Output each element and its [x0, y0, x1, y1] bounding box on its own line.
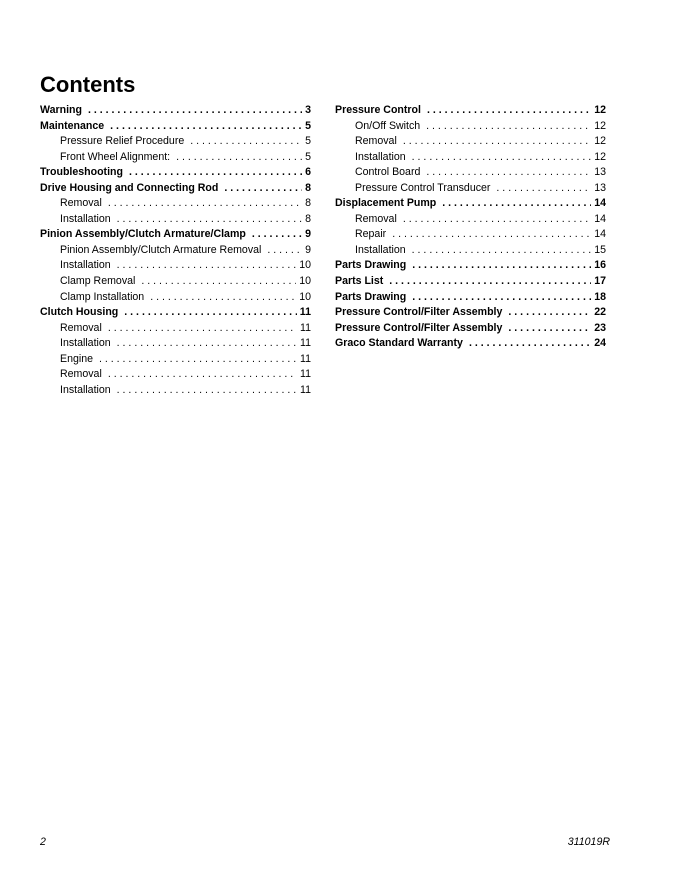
document-number: 311019R	[567, 836, 610, 848]
toc-dot-leader	[426, 166, 591, 178]
toc-entry-page: 5	[305, 150, 311, 163]
toc-entry-label: Clutch Housing	[40, 306, 119, 319]
toc-dot-leader	[99, 353, 297, 365]
toc-entry-page: 12	[594, 150, 606, 163]
toc-entry-page: 11	[300, 383, 311, 396]
toc-dot-leader	[427, 104, 591, 116]
toc-right-column	[335, 104, 606, 353]
toc-entry-label: Removal	[60, 368, 102, 381]
toc-dot-leader	[392, 228, 591, 240]
toc-entry-page: 12	[594, 135, 606, 148]
toc-section-entry[interactable]	[335, 306, 606, 322]
toc-entry-label: Removal	[355, 135, 397, 148]
toc-entry-page: 11	[300, 352, 311, 365]
toc-entry-label: Displacement Pump	[335, 197, 437, 210]
toc-entry-label: Clamp Removal	[60, 275, 136, 288]
toc-section-entry[interactable]	[335, 104, 606, 120]
toc-dot-leader	[403, 213, 591, 225]
toc-dot-leader	[117, 384, 297, 396]
toc-entry-page: 22	[594, 306, 606, 319]
toc-dot-leader	[150, 291, 296, 303]
toc-subsection-entry[interactable]	[40, 197, 311, 213]
toc-subsection-entry[interactable]	[40, 275, 311, 291]
toc-subsection-entry[interactable]	[335, 213, 606, 229]
toc-subsection-entry[interactable]	[40, 213, 311, 229]
toc-dot-leader	[110, 120, 302, 132]
toc-subsection-entry[interactable]	[40, 322, 311, 338]
toc-subsection-entry[interactable]	[335, 244, 606, 260]
toc-entry-label: Removal	[355, 212, 397, 225]
toc-subsection-entry[interactable]	[335, 120, 606, 136]
toc-entry-page: 10	[299, 259, 311, 272]
toc-dot-leader	[190, 135, 302, 147]
toc-section-entry[interactable]	[335, 337, 606, 353]
toc-entry-label: Parts Drawing	[335, 290, 407, 303]
toc-section-entry[interactable]	[335, 322, 606, 338]
toc-entry-label: Installation	[60, 383, 111, 396]
toc-entry-label: Removal	[60, 197, 102, 210]
toc-dot-leader	[124, 306, 297, 318]
page-title: Contents	[40, 72, 136, 97]
toc-entry-page: 8	[305, 212, 311, 225]
toc-entry-label: Pinion Assembly/Clutch Armature/Clamp	[40, 228, 246, 241]
toc-subsection-entry[interactable]	[40, 353, 311, 369]
toc-entry-page: 12	[594, 119, 606, 132]
toc-subsection-entry[interactable]	[335, 228, 606, 244]
toc-entry-label: Warning	[40, 104, 82, 116]
toc-entry-page: 6	[305, 166, 311, 179]
toc-dot-leader	[129, 166, 302, 178]
toc-dot-leader	[426, 120, 591, 132]
toc-entry-page: 13	[594, 166, 606, 179]
toc-entry-page: 16	[594, 259, 606, 272]
toc-dot-leader	[224, 182, 302, 194]
toc-section-entry[interactable]	[40, 120, 311, 136]
toc-entry-label: Front Wheel Alignment:	[60, 150, 171, 163]
toc-section-entry[interactable]	[40, 166, 311, 182]
toc-subsection-entry[interactable]	[40, 151, 311, 167]
toc-entry-page: 17	[594, 275, 606, 288]
toc-subsection-entry[interactable]	[40, 337, 311, 353]
toc-entry-page: 11	[299, 306, 311, 319]
toc-entry-page: 14	[594, 197, 606, 210]
page-number: 2	[40, 836, 46, 848]
toc-entry-label: Pressure Control/Filter Assembly	[335, 321, 503, 334]
toc-dot-leader	[412, 244, 592, 256]
toc-dot-leader	[412, 151, 592, 163]
toc-section-entry[interactable]	[335, 259, 606, 275]
toc-dot-leader	[389, 275, 591, 287]
toc-subsection-entry[interactable]	[335, 135, 606, 151]
toc-entry-label: Installation	[60, 212, 111, 225]
toc-entry-page: 10	[299, 275, 311, 288]
toc-entry-label: Engine	[60, 352, 93, 365]
toc-entry-page: 9	[305, 243, 311, 256]
toc-dot-leader	[108, 368, 297, 380]
toc-subsection-entry[interactable]	[40, 384, 311, 400]
toc-entry-label: Installation	[60, 337, 111, 350]
toc-dot-leader	[117, 259, 297, 271]
toc-entry-page: 14	[594, 212, 606, 225]
toc-entry-page: 14	[594, 228, 606, 241]
toc-dot-leader	[252, 228, 302, 240]
toc-entry-page: 11	[300, 321, 311, 334]
toc-entry-label: Troubleshooting	[40, 166, 123, 179]
toc-section-entry[interactable]	[335, 275, 606, 291]
toc-entry-page: 5	[305, 135, 311, 148]
toc-entry-label: Control Board	[355, 166, 421, 179]
toc-entry-label: Pressure Control/Filter Assembly	[335, 306, 503, 319]
toc-dot-leader	[403, 135, 591, 147]
toc-dot-leader	[508, 322, 591, 334]
toc-entry-label: Removal	[60, 321, 102, 334]
toc-dot-leader	[117, 213, 302, 225]
toc-dot-leader	[412, 259, 591, 271]
toc-entry-label: Pinion Assembly/Clutch Armature Removal	[60, 243, 262, 256]
toc-section-entry[interactable]	[40, 182, 311, 198]
toc-dot-leader	[176, 151, 302, 163]
toc-dot-leader	[496, 182, 591, 194]
toc-entry-page: 24	[594, 337, 606, 350]
toc-dot-leader	[469, 337, 591, 349]
toc-section-entry[interactable]	[335, 197, 606, 213]
toc-section-entry[interactable]	[40, 104, 311, 120]
toc-subsection-entry[interactable]	[335, 151, 606, 167]
toc-dot-leader	[508, 306, 591, 318]
toc-entry-page: 9	[305, 228, 311, 241]
toc-subsection-entry[interactable]	[40, 259, 311, 275]
toc-dot-leader	[117, 337, 297, 349]
toc-dot-leader	[267, 244, 302, 256]
toc-entry-page: 8	[305, 181, 311, 194]
toc-entry-label: Drive Housing and Connecting Rod	[40, 181, 219, 194]
toc-dot-leader	[141, 275, 296, 287]
toc-entry-label: Maintenance	[40, 119, 105, 132]
toc-entry-label: Installation	[355, 150, 406, 163]
toc-dot-leader	[108, 197, 302, 209]
toc-subsection-entry[interactable]	[40, 135, 311, 151]
toc-subsection-entry[interactable]	[40, 291, 311, 307]
toc-entry-label: Installation	[355, 243, 406, 256]
toc-entry-page: 12	[594, 104, 606, 116]
toc-entry-label: Graco Standard Warranty	[335, 337, 463, 350]
toc-dot-leader	[108, 322, 297, 334]
toc-entry-label: On/Off Switch	[355, 119, 421, 132]
toc-entry-page: 8	[305, 197, 311, 210]
toc-entry-label: Installation	[60, 259, 111, 272]
toc-section-entry[interactable]	[40, 306, 311, 322]
toc-section-entry[interactable]	[40, 228, 311, 244]
toc-entry-label: Repair	[355, 228, 387, 241]
toc-entry-page: 3	[305, 104, 311, 116]
toc-subsection-entry[interactable]	[335, 166, 606, 182]
toc-entry-page: 23	[594, 321, 606, 334]
toc-entry-page: 13	[594, 181, 606, 194]
toc-entry-label: Pressure Control Transducer	[355, 181, 491, 194]
toc-entry-label: Pressure Control	[335, 104, 421, 116]
toc-subsection-entry[interactable]	[335, 182, 606, 198]
toc-dot-leader	[88, 104, 302, 116]
toc-entry-page: 5	[305, 119, 311, 132]
toc-entry-label: Parts List	[335, 275, 384, 288]
toc-subsection-entry[interactable]	[40, 244, 311, 260]
toc-dot-leader	[412, 291, 591, 303]
toc-entry-page: 15	[594, 243, 606, 256]
toc-dot-leader	[442, 197, 591, 209]
toc-entry-label: Parts Drawing	[335, 259, 407, 272]
toc-entry-page: 18	[594, 290, 606, 303]
toc-subsection-entry[interactable]	[40, 368, 311, 384]
toc-entry-label: Clamp Installation	[60, 290, 145, 303]
toc-section-entry[interactable]	[335, 291, 606, 307]
toc-entry-page: 10	[299, 290, 311, 303]
toc-entry-page: 11	[300, 337, 311, 350]
toc-entry-label: Pressure Relief Procedure	[60, 135, 185, 148]
toc-left-column	[40, 104, 311, 399]
toc-entry-page: 11	[300, 368, 311, 381]
